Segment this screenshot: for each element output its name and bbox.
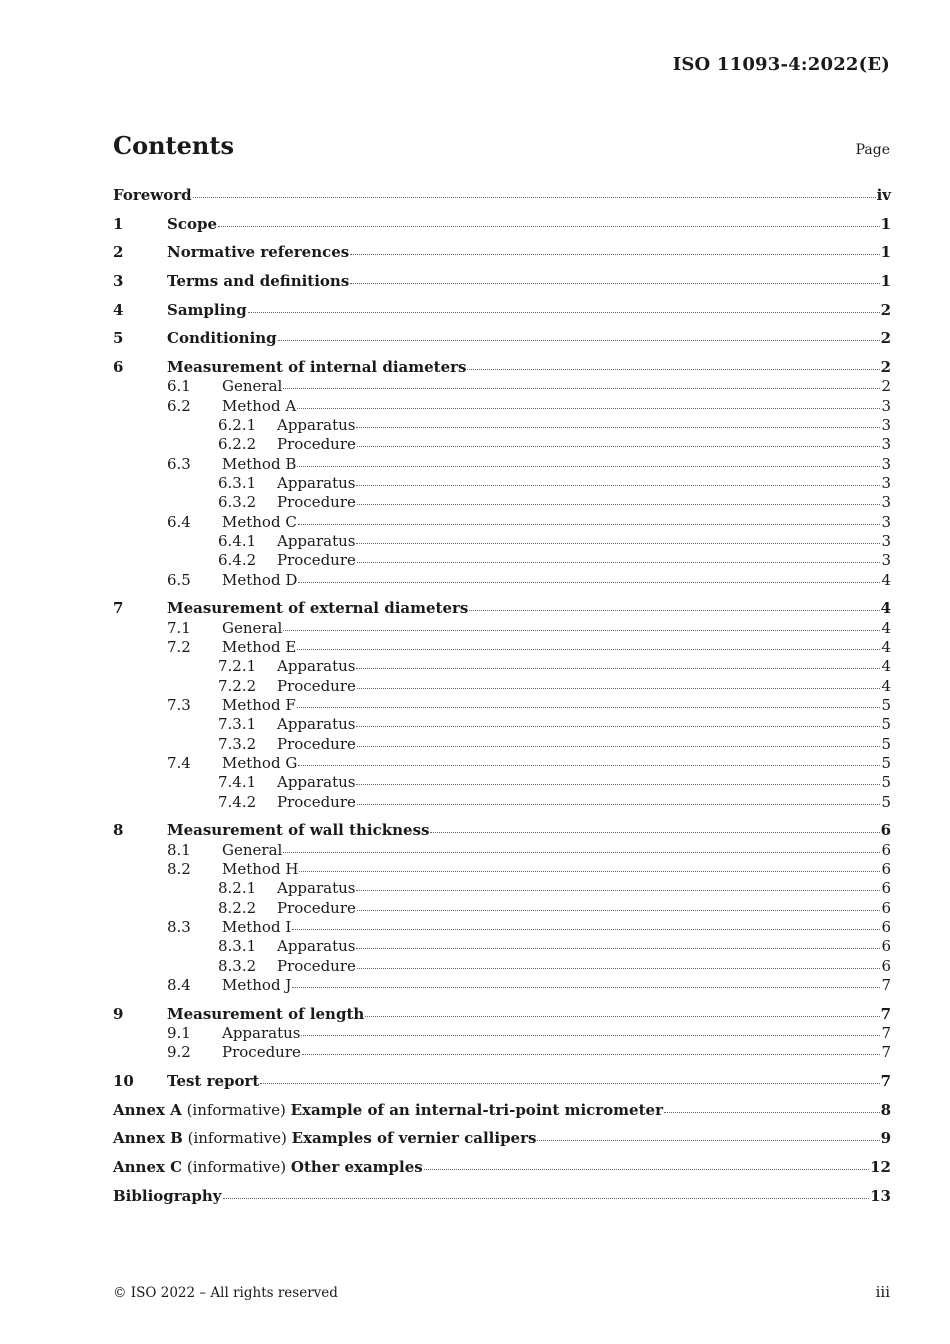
toc-entry-page: 4 [881, 676, 891, 695]
dot-leader [357, 742, 881, 747]
dot-leader [356, 944, 880, 949]
toc-entry[interactable] [113, 493, 891, 512]
toc-entry-title: Apparatus [277, 715, 356, 734]
toc-entry[interactable] [113, 1072, 891, 1091]
toc-entry-title: Apparatus [277, 415, 356, 434]
toc-entry[interactable] [113, 397, 891, 416]
annex-label: Annex B [113, 1129, 183, 1148]
toc-entry[interactable] [113, 272, 891, 291]
toc-entry-page: 1 [880, 271, 891, 290]
dot-leader [356, 423, 880, 428]
annex-label: Annex C [113, 1157, 183, 1176]
document-id: ISO 11093-4:2022(E) [672, 54, 890, 75]
toc-entry-page: 7 [881, 1024, 891, 1043]
toc-entry-number: 8.2.2 [218, 898, 257, 917]
toc-entry[interactable] [113, 1101, 891, 1120]
dot-leader [260, 1079, 879, 1084]
toc-entry-page: 4 [880, 599, 891, 618]
dot-leader [356, 780, 880, 785]
toc-entry-title: Bibliography [113, 1186, 222, 1205]
toc-entry-number: 1 [113, 214, 124, 233]
toc-entry-page: 5 [881, 792, 891, 811]
toc-entry-number: 7.3.2 [218, 734, 257, 753]
toc-entry-number: 7.4.2 [218, 792, 257, 811]
toc-entry-title: Apparatus [277, 657, 356, 676]
toc-entry[interactable] [113, 841, 891, 860]
toc-entry[interactable] [113, 619, 891, 638]
toc-entry-page: 7 [880, 1072, 891, 1091]
toc-entry-title: Procedure [222, 1043, 301, 1062]
toc-entry-title: Apparatus [277, 879, 356, 898]
toc-entry-number: 9 [113, 1004, 124, 1023]
toc-entry[interactable] [113, 860, 891, 879]
toc-entry-title: Procedure [277, 493, 356, 512]
toc-entry-title [113, 1158, 423, 1177]
toc-entry-title: Procedure [277, 956, 356, 975]
toc-entry-title: Apparatus [277, 473, 356, 492]
contents-title: Contents [113, 131, 234, 160]
toc-entry-title: Apparatus [277, 773, 356, 792]
toc-entry-page: 7 [881, 1043, 891, 1062]
toc-entry-title: Procedure [277, 435, 356, 454]
toc-entry-title: Method J [222, 976, 292, 995]
toc-entry-title: Measurement of internal diameters [167, 357, 467, 376]
annex-label: Annex A [113, 1100, 182, 1119]
dot-leader [356, 481, 880, 486]
toc-entry-title [113, 1129, 536, 1148]
toc-entry-page: 3 [881, 551, 891, 570]
dot-leader [365, 1012, 879, 1017]
toc-entry-number: 6.3.2 [218, 493, 257, 512]
dot-leader [283, 384, 880, 389]
toc-entry-page: 6 [880, 821, 891, 840]
toc-entry-number: 8 [113, 821, 124, 840]
toc-entry-number: 6.4.2 [218, 551, 257, 570]
toc-entry-title: Procedure [277, 792, 356, 811]
toc-entry[interactable] [113, 793, 891, 812]
toc-entry-title: Method D [222, 570, 298, 589]
page-number: iii [875, 1283, 890, 1301]
toc-entry[interactable] [113, 186, 891, 205]
toc-entry[interactable] [113, 435, 891, 454]
toc-entry-page: 5 [881, 734, 891, 753]
toc-entry-number: 6.4 [167, 512, 191, 531]
toc-entry[interactable] [113, 1187, 891, 1206]
toc-entry[interactable] [113, 976, 891, 995]
dot-leader [298, 578, 880, 583]
toc-entry-number: 8.1 [167, 840, 191, 859]
toc-entry-number: 6.3.1 [218, 473, 257, 492]
dot-leader [297, 404, 880, 409]
toc-entry-number: 6.4.1 [218, 531, 257, 550]
toc-entry-page: 2 [880, 329, 891, 348]
dot-leader [356, 886, 880, 891]
toc-entry-title: Measurement of wall thickness [167, 821, 430, 840]
toc-entry-page: 3 [881, 396, 891, 415]
toc-entry[interactable] [113, 599, 891, 618]
toc-entry[interactable] [113, 899, 891, 918]
copyright-notice: © ISO 2022 – All rights reserved [113, 1285, 338, 1301]
dot-leader [356, 664, 880, 669]
annex-type: (informative) [182, 1157, 291, 1176]
toc-entry-number: 9.2 [167, 1043, 191, 1062]
toc-entry-title: Procedure [277, 676, 356, 695]
toc-entry-title: Method F [222, 695, 296, 714]
toc-entry-title: Procedure [277, 551, 356, 570]
toc-entry-title: Method A [222, 396, 297, 415]
page-column-label: Page [855, 142, 890, 158]
toc-entry-number: 9.1 [167, 1024, 191, 1043]
toc-entry[interactable] [113, 215, 891, 234]
toc-entry[interactable] [113, 696, 891, 715]
toc-entry-page: 6 [881, 879, 891, 898]
annex-title: Example of an internal-tri-point micrometer [290, 1100, 663, 1119]
toc-entry-title: Conditioning [167, 329, 277, 348]
toc-entry[interactable] [113, 754, 891, 773]
toc-entry-page: 4 [881, 657, 891, 676]
toc-entry-page: 6 [881, 898, 891, 917]
annex-title: Examples of vernier callipers [291, 1129, 537, 1148]
toc-entry[interactable] [113, 957, 891, 976]
dot-leader [223, 1194, 870, 1199]
toc-entry-page: 6 [881, 918, 891, 937]
dot-leader [467, 365, 879, 370]
dot-leader [297, 645, 880, 650]
dot-leader [357, 558, 881, 563]
toc-entry-page: 2 [881, 377, 891, 396]
dot-leader [469, 606, 879, 611]
dot-leader [297, 462, 880, 467]
dot-leader [357, 800, 881, 805]
dot-leader [298, 761, 880, 766]
toc-entry-number: 8.3.1 [218, 937, 257, 956]
toc-entry-title: Scope [167, 214, 218, 233]
toc-entry-page: 3 [881, 473, 891, 492]
toc-entry-title: Normative references [167, 243, 350, 262]
toc-entry[interactable] [113, 377, 891, 396]
toc-entry-number: 4 [113, 300, 124, 319]
dot-leader [350, 250, 879, 255]
toc-entry-page: 9 [880, 1129, 891, 1148]
toc-entry-title: Terms and definitions [167, 271, 350, 290]
toc-entry-page: 13 [870, 1186, 891, 1205]
toc-entry-title: Method H [222, 860, 299, 879]
toc-entry-title: General [222, 840, 283, 859]
annex-title: Other examples [290, 1157, 423, 1176]
toc-entry-page: 5 [881, 695, 891, 714]
toc-entry-number: 7.3.1 [218, 715, 257, 734]
toc-entry-page: 8 [880, 1100, 891, 1119]
dot-leader [248, 308, 880, 313]
toc-entry-title: Method G [222, 754, 298, 773]
toc-entry[interactable] [113, 455, 891, 474]
toc-entry-page: 6 [881, 840, 891, 859]
toc-entry[interactable] [113, 329, 891, 348]
dot-leader [297, 703, 881, 708]
toc-entry-title: Test report [167, 1072, 260, 1091]
toc-entry[interactable] [113, 416, 891, 435]
toc-entry[interactable] [113, 551, 891, 570]
dot-leader [357, 906, 881, 911]
toc-entry-title: Measurement of length [167, 1004, 365, 1023]
toc-entry-title [113, 1101, 663, 1120]
toc-entry-number: 7.2.2 [218, 676, 257, 695]
toc-entry[interactable] [113, 937, 891, 956]
toc-entry-number: 7.1 [167, 618, 191, 637]
annex-type: (informative) [182, 1129, 292, 1148]
dot-leader [302, 1050, 881, 1055]
dot-leader [357, 442, 881, 447]
toc-entry-number: 6.2.2 [218, 435, 257, 454]
toc-entry-page: 5 [881, 754, 891, 773]
toc-entry-page: 7 [881, 976, 891, 995]
dot-leader [299, 867, 880, 872]
dot-leader [292, 925, 880, 930]
toc-entry-page: 3 [881, 415, 891, 434]
toc-entry[interactable] [113, 571, 891, 590]
toc-entry-title: General [222, 618, 283, 637]
toc-entry[interactable] [113, 715, 891, 734]
toc-entry-page: 1 [880, 214, 891, 233]
dot-leader [356, 722, 880, 727]
dot-leader [357, 684, 881, 689]
dot-leader [278, 336, 880, 341]
dot-leader [218, 222, 880, 227]
toc-entry[interactable] [113, 1005, 891, 1024]
toc-entry[interactable] [113, 1129, 891, 1148]
toc-entry-page: 3 [881, 454, 891, 473]
toc-entry-title: Apparatus [277, 937, 356, 956]
toc-entry[interactable] [113, 513, 891, 532]
dot-leader [357, 500, 881, 505]
dot-leader [301, 1031, 880, 1036]
toc-entry-title: Apparatus [222, 1024, 301, 1043]
toc-entry[interactable] [113, 243, 891, 262]
toc-entry[interactable] [113, 1043, 891, 1062]
toc-entry-title: Method B [222, 454, 297, 473]
toc-entry-number: 7.4 [167, 754, 191, 773]
toc-entry-number: 6.1 [167, 377, 191, 396]
toc-entry-page: 6 [881, 956, 891, 975]
toc-entry-number: 10 [113, 1072, 134, 1091]
toc-entry-number: 7.2 [167, 637, 191, 656]
toc-entry[interactable] [113, 657, 891, 676]
toc-entry-page: 3 [881, 531, 891, 550]
dot-leader [664, 1108, 880, 1113]
toc-entry-page: 5 [881, 773, 891, 792]
toc-entry[interactable] [113, 358, 891, 377]
toc-entry[interactable] [113, 918, 891, 937]
toc-entry-number: 5 [113, 329, 124, 348]
toc-entry-title: Method E [222, 637, 297, 656]
toc-entry-page: 2 [880, 357, 891, 376]
toc-entry-page: 4 [881, 618, 891, 637]
toc-entry[interactable] [113, 301, 891, 320]
toc-entry-page: 3 [881, 493, 891, 512]
dot-leader [350, 279, 879, 284]
toc-entry-number: 8.2 [167, 860, 191, 879]
toc-entry[interactable] [113, 879, 891, 898]
toc-entry-number: 7 [113, 599, 124, 618]
toc-entry-page: 6 [881, 860, 891, 879]
toc-entry[interactable] [113, 1024, 891, 1043]
dot-leader [193, 193, 876, 198]
toc-entry-page: 12 [870, 1157, 891, 1176]
toc-entry-page: 6 [881, 937, 891, 956]
toc-entry-number: 8.3.2 [218, 956, 257, 975]
annex-type: (informative) [181, 1100, 291, 1119]
toc-entry[interactable] [113, 532, 891, 551]
toc-entry-title: Method I [222, 918, 292, 937]
dot-leader [292, 983, 880, 988]
toc-entry-page: 4 [881, 570, 891, 589]
dot-leader [356, 539, 880, 544]
dot-leader [430, 828, 879, 833]
toc-entry-number: 6.2.1 [218, 415, 257, 434]
toc-entry[interactable] [113, 474, 891, 493]
toc-entry[interactable] [113, 735, 891, 754]
toc-entry-number: 8.2.1 [218, 879, 257, 898]
toc-entry[interactable] [113, 677, 891, 696]
dot-leader [283, 848, 880, 853]
toc-entry-page: 7 [880, 1004, 891, 1023]
toc-entry[interactable] [113, 638, 891, 657]
toc-entry-page: 5 [881, 715, 891, 734]
toc-entry[interactable] [113, 1158, 891, 1177]
dot-leader [298, 520, 881, 525]
toc-entry-title: Procedure [277, 734, 356, 753]
dot-leader [424, 1165, 869, 1170]
dot-leader [537, 1136, 879, 1141]
toc-entry-page: 3 [881, 435, 891, 454]
toc-entry-title: Measurement of external diameters [167, 599, 469, 618]
toc-entry-number: 7.3 [167, 695, 191, 714]
toc-entry-title: Procedure [277, 898, 356, 917]
toc-entry-number: 3 [113, 271, 124, 290]
toc-entry-number: 6.2 [167, 396, 191, 415]
toc-entry-number: 8.3 [167, 918, 191, 937]
toc-entry-title: Apparatus [277, 531, 356, 550]
toc-entry-page: iv [876, 186, 891, 204]
toc-entry-page: 2 [880, 300, 891, 319]
toc-entry-title: Sampling [167, 300, 247, 319]
toc-entry-page: 1 [880, 243, 891, 262]
toc-entry-number: 8.4 [167, 976, 191, 995]
toc-entry-title: General [222, 377, 283, 396]
dot-leader [283, 626, 880, 631]
toc-entry-number: 6.5 [167, 570, 191, 589]
toc-entry[interactable] [113, 821, 891, 840]
toc-entry-page: 4 [881, 637, 891, 656]
toc-entry-title: Method C [222, 512, 297, 531]
toc-entry-number: 7.4.1 [218, 773, 257, 792]
toc-entry-number: 7.2.1 [218, 657, 257, 676]
toc-entry-number: 6.3 [167, 454, 191, 473]
toc-entry-number: 6 [113, 357, 124, 376]
dot-leader [357, 964, 881, 969]
toc-entry[interactable] [113, 773, 891, 792]
toc-entry-page: 3 [881, 512, 891, 531]
toc-entry-number: 2 [113, 243, 124, 262]
toc-entry-title: Foreword [113, 186, 192, 204]
table-of-contents [113, 186, 891, 1206]
